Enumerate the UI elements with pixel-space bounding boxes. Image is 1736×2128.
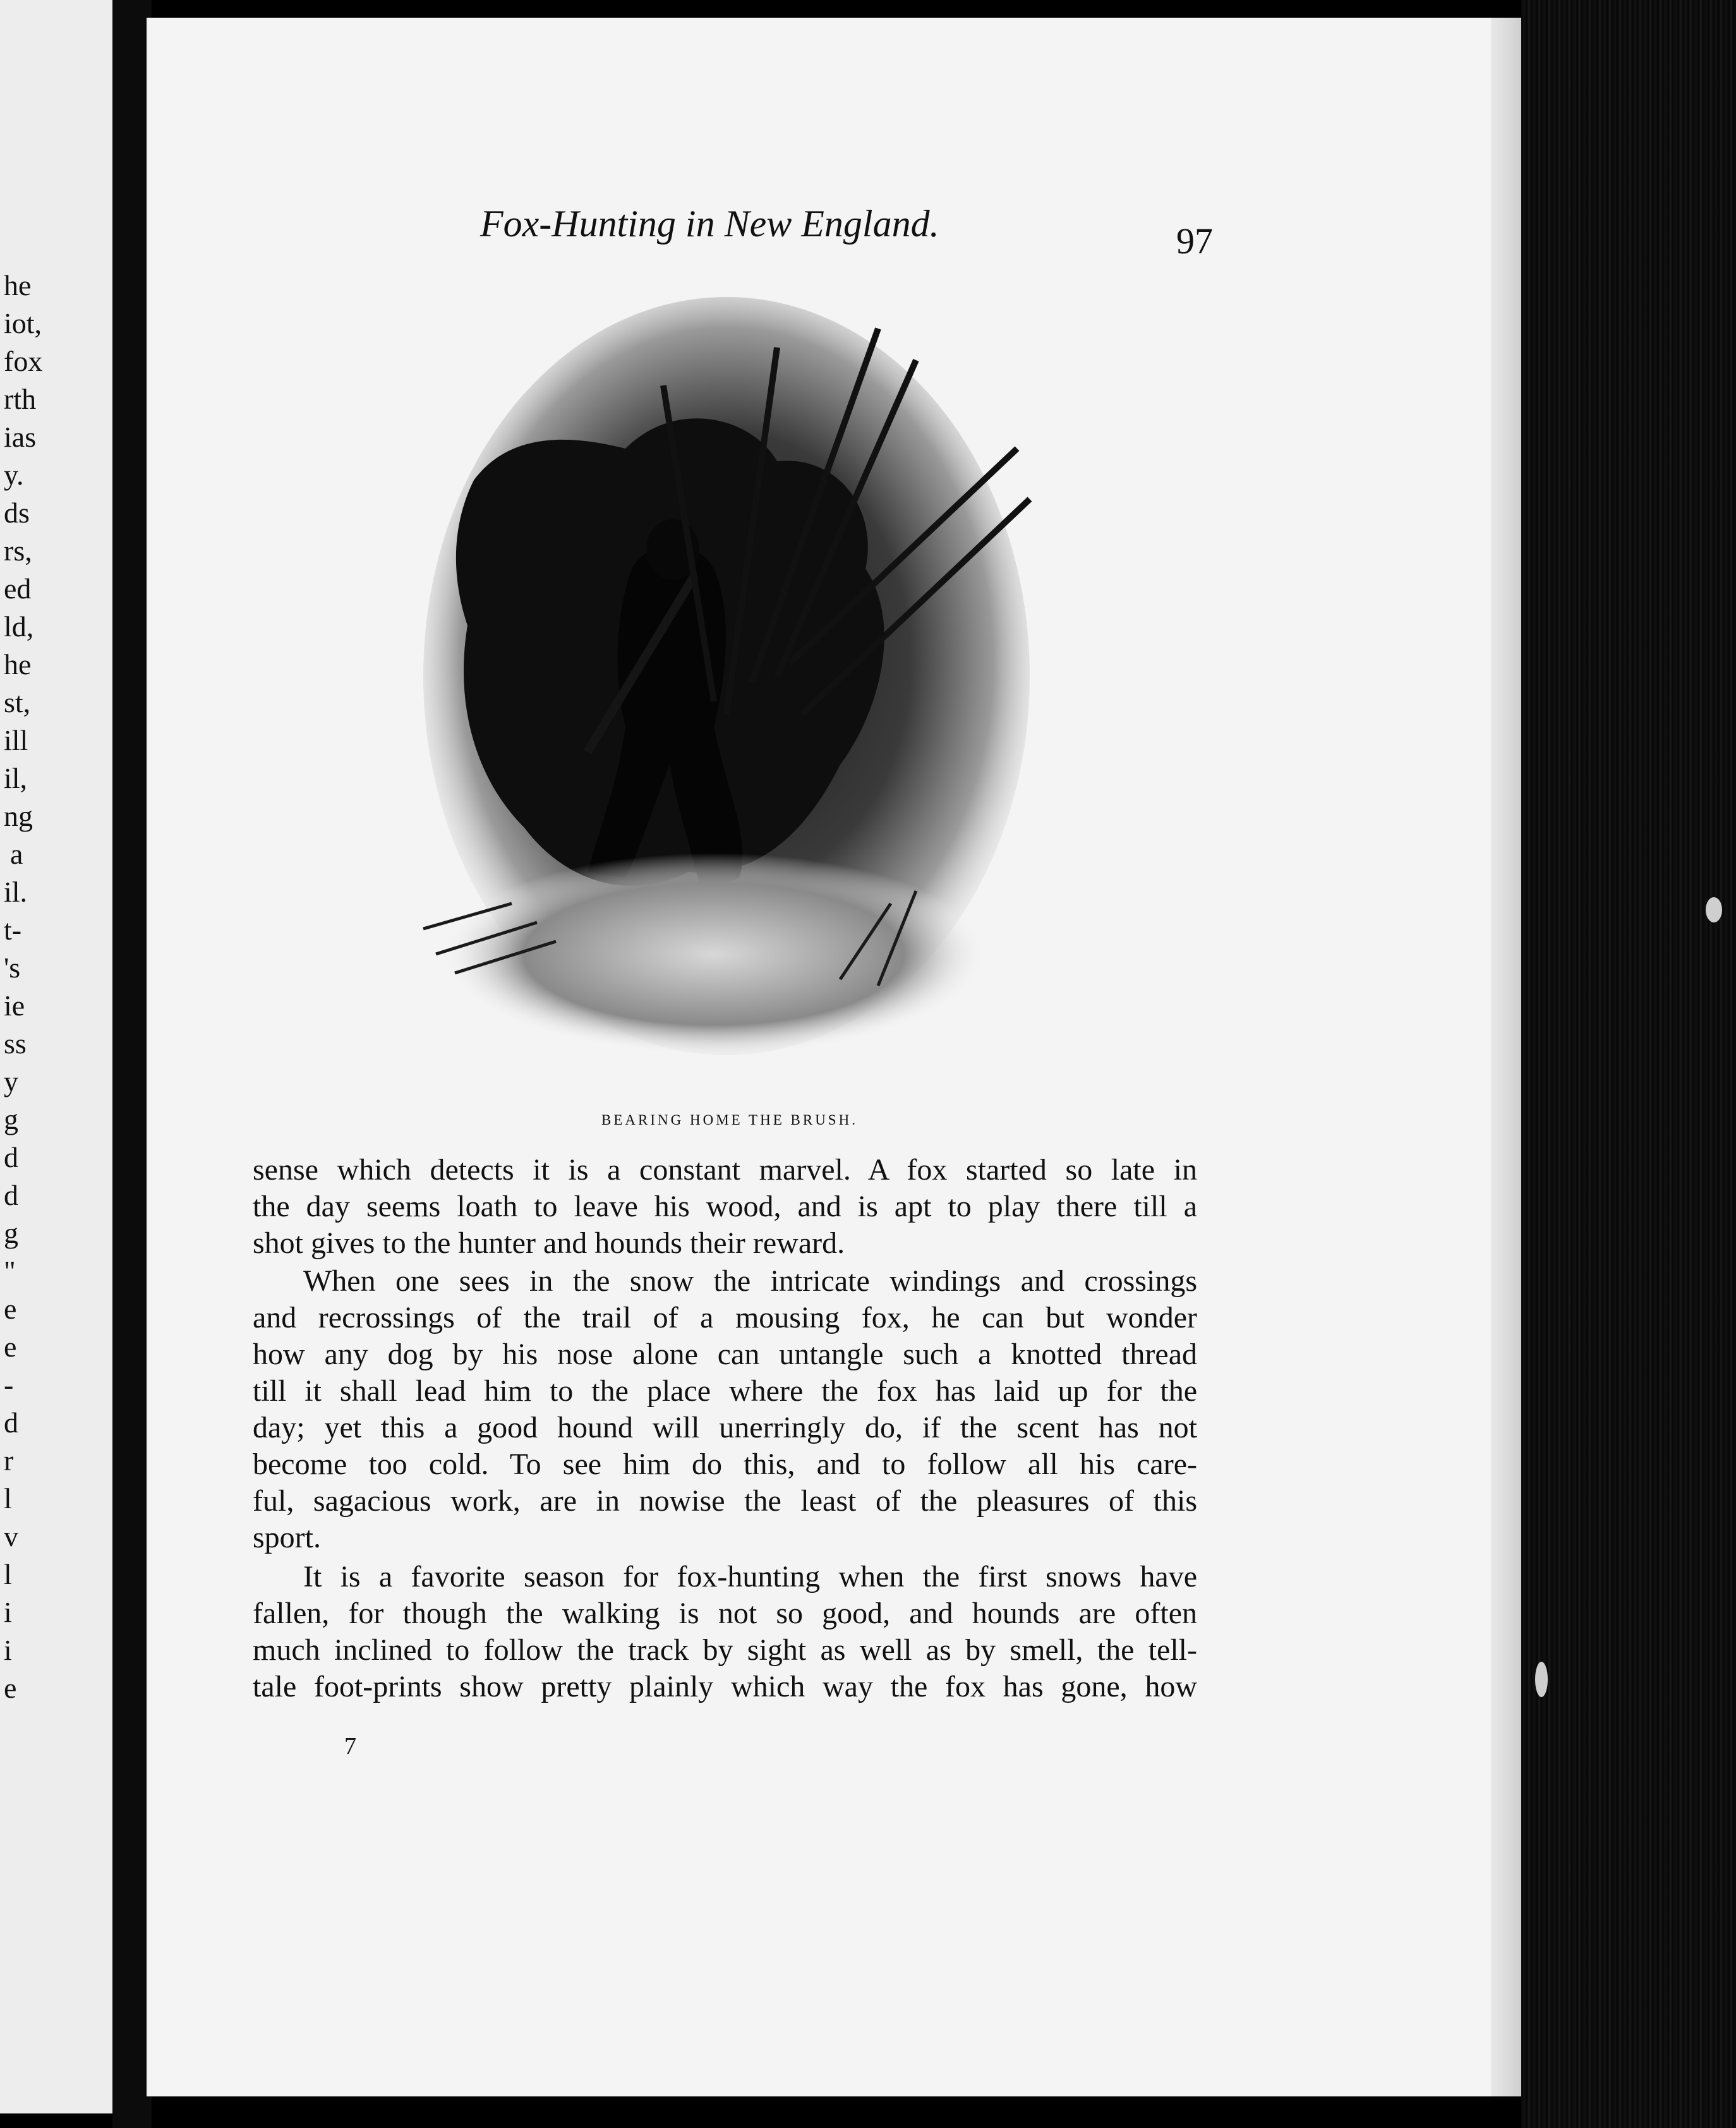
left-page-fragment: i — [4, 1634, 12, 1666]
edge-speck — [1535, 1662, 1548, 1697]
signature-mark: 7 — [344, 1733, 356, 1760]
running-head: Fox-Hunting in New England. — [480, 203, 939, 245]
left-page-fragment: v — [4, 1520, 18, 1552]
body-text-line: It is a favorite season for fox-hunting when the first snows have — [303, 1560, 1197, 1593]
body-text-line: and recrossings of the trail of a mousing fox, he can but wonder — [253, 1301, 1197, 1334]
body-text-line: tale foot-prints show pretty plainly which way the fox has gone, how — [253, 1670, 1197, 1703]
page-edge-shadow — [1491, 18, 1521, 2096]
body-text-line: how any dog by his nose alone can untangle such a knotted thread — [253, 1338, 1197, 1371]
edge-speck — [1706, 897, 1722, 922]
snowy-ground — [442, 853, 986, 1055]
left-page-fragment: iot, — [4, 307, 42, 339]
left-page-fragment: rs, — [4, 535, 32, 567]
illustration-caption: BEARING HOME THE BRUSH. — [601, 1112, 858, 1128]
left-page-fragment: g — [4, 1103, 18, 1135]
left-page-fragment: ie — [4, 989, 25, 1022]
body-text-line: sense which detects it is a constant marvel. A fox started so late in — [253, 1153, 1197, 1187]
left-page-fragment: st, — [4, 686, 31, 718]
body-text-line: become too cold. To see him do this, and to follow all his care- — [253, 1448, 1197, 1481]
left-page-fragment: d — [4, 1406, 18, 1439]
engraving-illustration — [398, 272, 1074, 1087]
book-fore-edge — [1521, 0, 1736, 2128]
left-page-fragment: t- — [4, 914, 22, 946]
left-page-fragment: ss — [4, 1027, 27, 1060]
left-page-fragment: - — [4, 1369, 14, 1401]
left-page-fragment: y. — [4, 459, 24, 491]
body-text-line: till it shall lead him to the place where the fox has laid up for the — [253, 1374, 1197, 1408]
left-page-fragment: d — [4, 1179, 18, 1211]
left-page-fragment: il, — [4, 762, 28, 794]
left-page-fragment: r — [4, 1444, 14, 1477]
left-page-fragment: d — [4, 1141, 18, 1173]
left-page-fragment: e — [4, 1331, 17, 1363]
left-page-fragment: a — [10, 838, 23, 870]
left-page-fragment: g — [4, 1217, 18, 1249]
left-page-fragment: y — [4, 1065, 18, 1097]
left-page-fragment: l — [4, 1482, 12, 1514]
body-text-line: ful, sagacious work, are in nowise the least of the pleasures of this — [253, 1484, 1197, 1518]
left-page-fragment: 's — [4, 952, 21, 984]
body-text-line: much inclined to follow the track by sight as well as by smell, the tell- — [253, 1633, 1197, 1667]
left-page-fragment: ng — [4, 800, 33, 832]
left-page-fragment: ld, — [4, 610, 34, 643]
left-page-fragment: il. — [4, 876, 28, 908]
body-text-line: day; yet this a good hound will unerringly do, if the scent has not — [253, 1411, 1197, 1444]
left-page-fragment: he — [4, 648, 32, 680]
left-page-fragment: fox — [4, 345, 43, 377]
left-page-fragment: l — [4, 1558, 12, 1590]
left-page-fragment: " — [4, 1255, 16, 1287]
book-gutter — [112, 0, 152, 2128]
body-text-line: the day seems loath to leave his wood, and is apt to play there till a — [253, 1190, 1197, 1223]
body-text-line: sport. — [253, 1521, 321, 1554]
left-page-fragment: he — [4, 269, 32, 301]
left-page-fragment: e — [4, 1293, 17, 1325]
left-page-fragment: i — [4, 1596, 12, 1628]
body-text-line: fallen, for though the walking is not so good, and hounds are often — [253, 1597, 1197, 1630]
left-page-fragment: ds — [4, 497, 30, 529]
body-text-line: shot gives to the hunter and hounds their reward. — [253, 1226, 845, 1260]
left-page-fragment: e — [4, 1672, 17, 1704]
left-page-fragment: ias — [4, 421, 37, 453]
left-page-fragment: rth — [4, 383, 37, 415]
body-text-line: When one sees in the snow the intricate windings and crossings — [303, 1264, 1197, 1298]
page-number: 97 — [1176, 221, 1213, 262]
left-page-fragment: ill — [4, 724, 28, 756]
left-page-fragment: ed — [4, 572, 32, 605]
